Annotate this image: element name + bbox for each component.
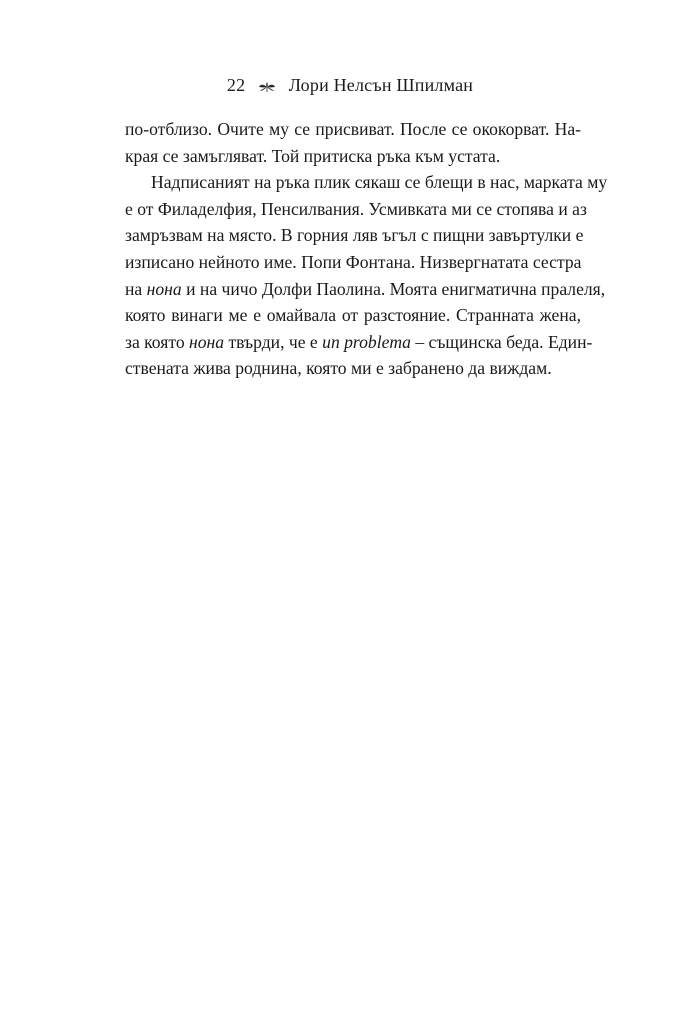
text-fragment: – същинска беда. Един- [410,331,593,352]
paragraph-2 [125,169,608,382]
running-header [0,72,700,99]
italic-phrase: un problema [322,331,411,352]
text-line: замръзвам на място. В горния ляв ъгъл с пищни завъртулки е [125,225,584,246]
running-title: Лори Нелсън Шпилман [288,75,474,95]
body-text [125,116,608,382]
floral-ornament-icon [258,73,276,99]
text-fragment: за която [125,331,190,352]
italic-word: нона [146,278,182,299]
text-line: Надписаният на ръка плик сякаш се блещи в нас, марката му [151,172,608,193]
text-line: края се замъгляват. Той притиска ръка към устата. [125,145,501,166]
text-fragment: на [125,278,147,299]
text-line: по-отблизо. Очите му се присвиват. После се ококорват. На- [125,119,581,139]
text-line [125,276,606,303]
text-fragment: и на чичо Долфи Паолина. Моята енигматична пралеля, [181,278,606,299]
text-fragment: твърди, че е [224,331,323,352]
text-line: е от Филаделфия, Пенсилвания. Усмивката ми се стопява и аз [125,198,587,219]
text-line: която винаги ме е омайвала от разстояние. Странната жена, [125,305,581,326]
paragraph-1 [125,116,581,169]
text-line: ствената жива роднина, която ми е забранено да виждам. [125,358,552,379]
text-line [125,329,593,356]
italic-word: нона [189,331,225,352]
text-line: изписано нейното име. Попи Фонтана. Низвергнатата сестра [125,251,582,272]
page-number: 22 [226,75,246,95]
